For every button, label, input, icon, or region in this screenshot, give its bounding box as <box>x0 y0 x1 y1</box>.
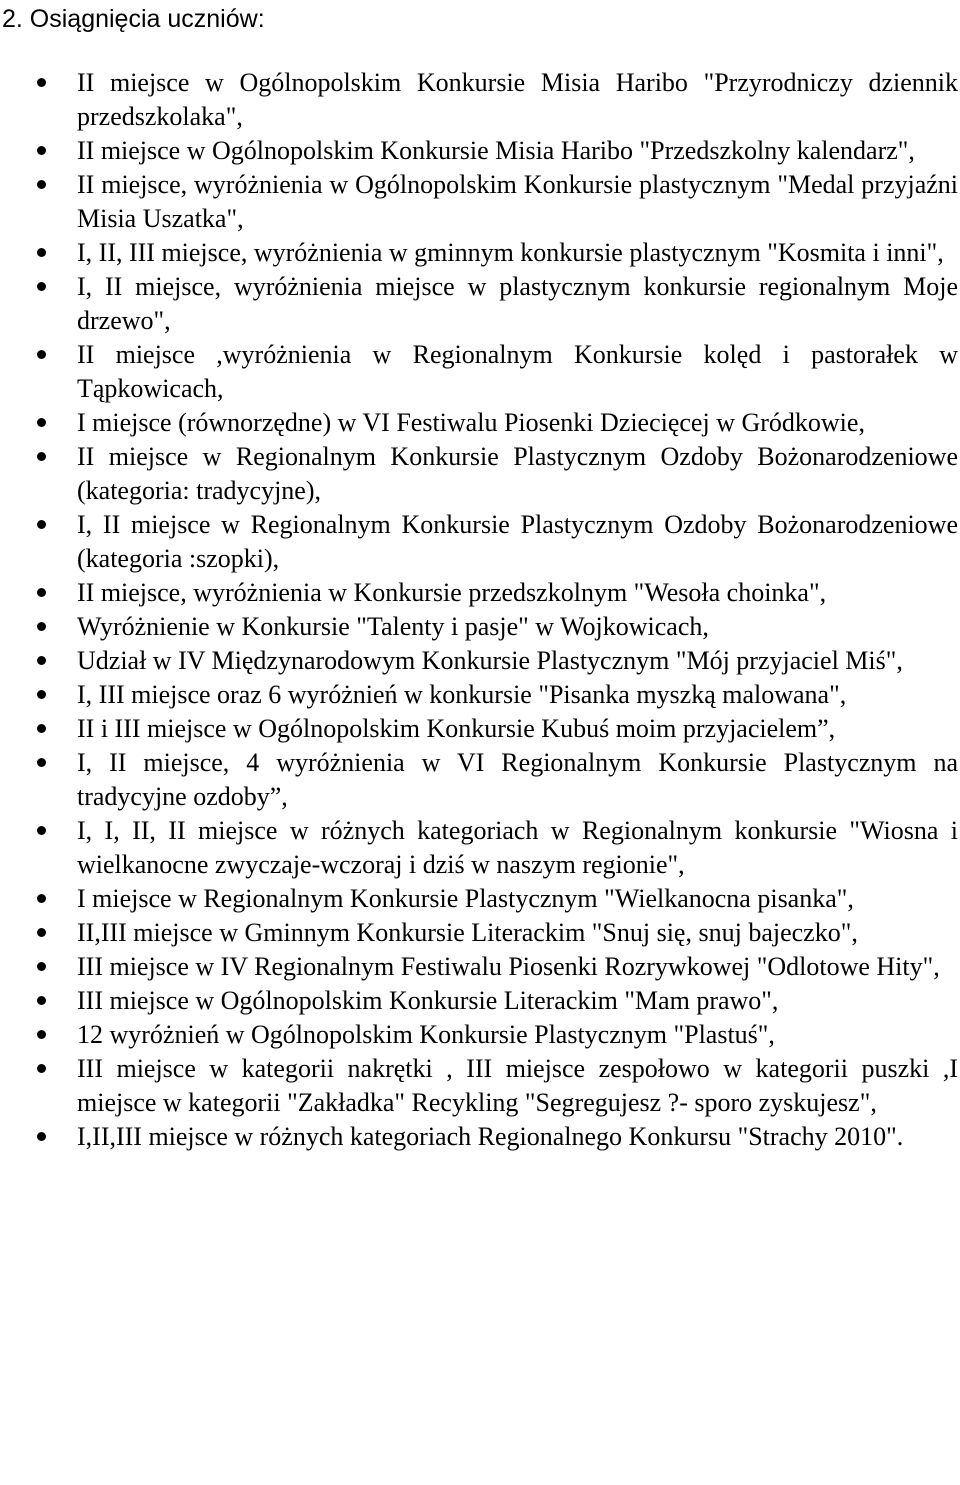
list-item-text: II miejsce w Regionalnym Konkursie Plastycznym Ozdoby Bożonarodzeniowe (kategoria: tradycyjne), <box>77 442 958 505</box>
list-item <box>0 1052 960 1120</box>
list-item <box>0 406 960 440</box>
list-item <box>0 984 960 1018</box>
list-item <box>0 950 960 984</box>
bullet-icon <box>37 418 46 427</box>
list-item-text: I, I, II, II miejsce w różnych kategoriach w Regionalnym konkursie "Wiosna i wielkanocne zwyczaje-wczoraj i dziś w naszym regionie", <box>77 816 958 879</box>
bullet-icon <box>37 282 46 291</box>
list-item-text: II i III miejsce w Ogólnopolskim Konkursie Kubuś moim przyjacielem”, <box>77 714 836 743</box>
bullet-icon <box>37 248 46 257</box>
list-item-text: I, II miejsce w Regionalnym Konkursie Plastycznym Ozdoby Bożonarodzeniowe (kategoria :szopki), <box>77 510 958 573</box>
list-item-text: II,III miejsce w Gminnym Konkursie Literackim "Snuj się, snuj bajeczko", <box>77 918 858 947</box>
bullet-icon <box>37 1064 46 1073</box>
list-item <box>0 678 960 712</box>
list-item-text: Udział w IV Międzynarodowym Konkursie Plastycznym "Mój przyjaciel Miś", <box>77 646 903 675</box>
list-item <box>0 916 960 950</box>
list-item-text: II miejsce, wyróżnienia w Konkursie przedszkolnym "Wesoła choinka", <box>77 578 827 607</box>
section-heading: 2. Osiągnięcia uczniów: <box>2 5 265 33</box>
list-item-text: I miejsce (równorzędne) w VI Festiwalu Piosenki Dziecięcej w Gródkowie, <box>77 408 865 437</box>
bullet-icon <box>37 724 46 733</box>
list-item <box>0 508 960 576</box>
bullet-icon <box>37 78 46 87</box>
bullet-icon <box>37 588 46 597</box>
list-item-text: III miejsce w kategorii nakrętki , III miejsce zespołowo w kategorii puszki ,I miejsce w kategorii "Zakładka" Recykling "Segregujesz ?- sporo zyskujesz", <box>77 1054 958 1117</box>
list-item <box>0 746 960 814</box>
list-item <box>0 168 960 236</box>
list-item <box>0 338 960 406</box>
bullet-icon <box>37 690 46 699</box>
list-item <box>0 66 960 134</box>
list-item <box>0 1018 960 1052</box>
list-item <box>0 712 960 746</box>
list-item-text: II miejsce w Ogólnopolskim Konkursie Misia Haribo "Przyrodniczy dziennik przedszkolaka", <box>77 68 958 131</box>
list-item-text: III miejsce w IV Regionalnym Festiwalu Piosenki Rozrywkowej "Odlotowe Hity", <box>77 952 940 981</box>
list-item-text: II miejsce, wyróżnienia w Ogólnopolskim Konkursie plastycznym "Medal przyjaźni Misia Uszatka", <box>77 170 958 233</box>
bullet-icon <box>37 962 46 971</box>
list-item-text: 12 wyróżnień w Ogólnopolskim Konkursie Plastycznym "Plastuś", <box>77 1020 775 1049</box>
list-item <box>0 1120 960 1154</box>
list-item <box>0 576 960 610</box>
list-item <box>0 236 960 270</box>
list-item-text: I, II miejsce, 4 wyróżnienia w VI Regionalnym Konkursie Plastycznym na tradycyjne ozdoby”, <box>77 748 958 811</box>
bullet-icon <box>37 1030 46 1039</box>
bullet-icon <box>37 928 46 937</box>
list-item-text: I miejsce w Regionalnym Konkursie Plastycznym "Wielkanocna pisanka", <box>77 884 854 913</box>
list-item <box>0 882 960 916</box>
bullet-icon <box>37 758 46 767</box>
list-item <box>0 644 960 678</box>
list-item-text: Wyróżnienie w Konkursie "Talenty i pasje" w Wojkowicach, <box>77 612 709 641</box>
list-item-text: II miejsce ,wyróżnienia w Regionalnym Konkursie kolęd i pastorałek w Tąpkowicach, <box>77 340 958 403</box>
bullet-icon <box>37 146 46 155</box>
list-item-text: I, II miejsce, wyróżnienia miejsce w plastycznym konkursie regionalnym Moje drzewo", <box>77 272 958 335</box>
bullet-icon <box>37 894 46 903</box>
bullet-icon <box>37 520 46 529</box>
list-item-text: II miejsce w Ogólnopolskim Konkursie Misia Haribo "Przedszkolny kalendarz", <box>77 136 915 165</box>
bullet-icon <box>37 996 46 1005</box>
bullet-icon <box>37 452 46 461</box>
bullet-icon <box>37 1132 46 1141</box>
list-item-text: I, II, III miejsce, wyróżnienia w gminnym konkursie plastycznym "Kosmita i inni", <box>77 238 944 267</box>
list-item-text: III miejsce w Ogólnopolskim Konkursie Literackim "Mam prawo", <box>77 986 779 1015</box>
bullet-icon <box>37 826 46 835</box>
bullet-icon <box>37 180 46 189</box>
list-item <box>0 440 960 508</box>
list-item <box>0 814 960 882</box>
list-item <box>0 610 960 644</box>
list-item-text: I, III miejsce oraz 6 wyróżnień w konkursie "Pisanka myszką malowana", <box>77 680 847 709</box>
list-item-text: I,II,III miejsce w różnych kategoriach Regionalnego Konkursu "Strachy 2010". <box>77 1122 904 1151</box>
bullet-icon <box>37 656 46 665</box>
achievements-list <box>0 66 960 1154</box>
list-item <box>0 134 960 168</box>
bullet-icon <box>37 622 46 631</box>
list-item <box>0 270 960 338</box>
bullet-icon <box>37 350 46 359</box>
